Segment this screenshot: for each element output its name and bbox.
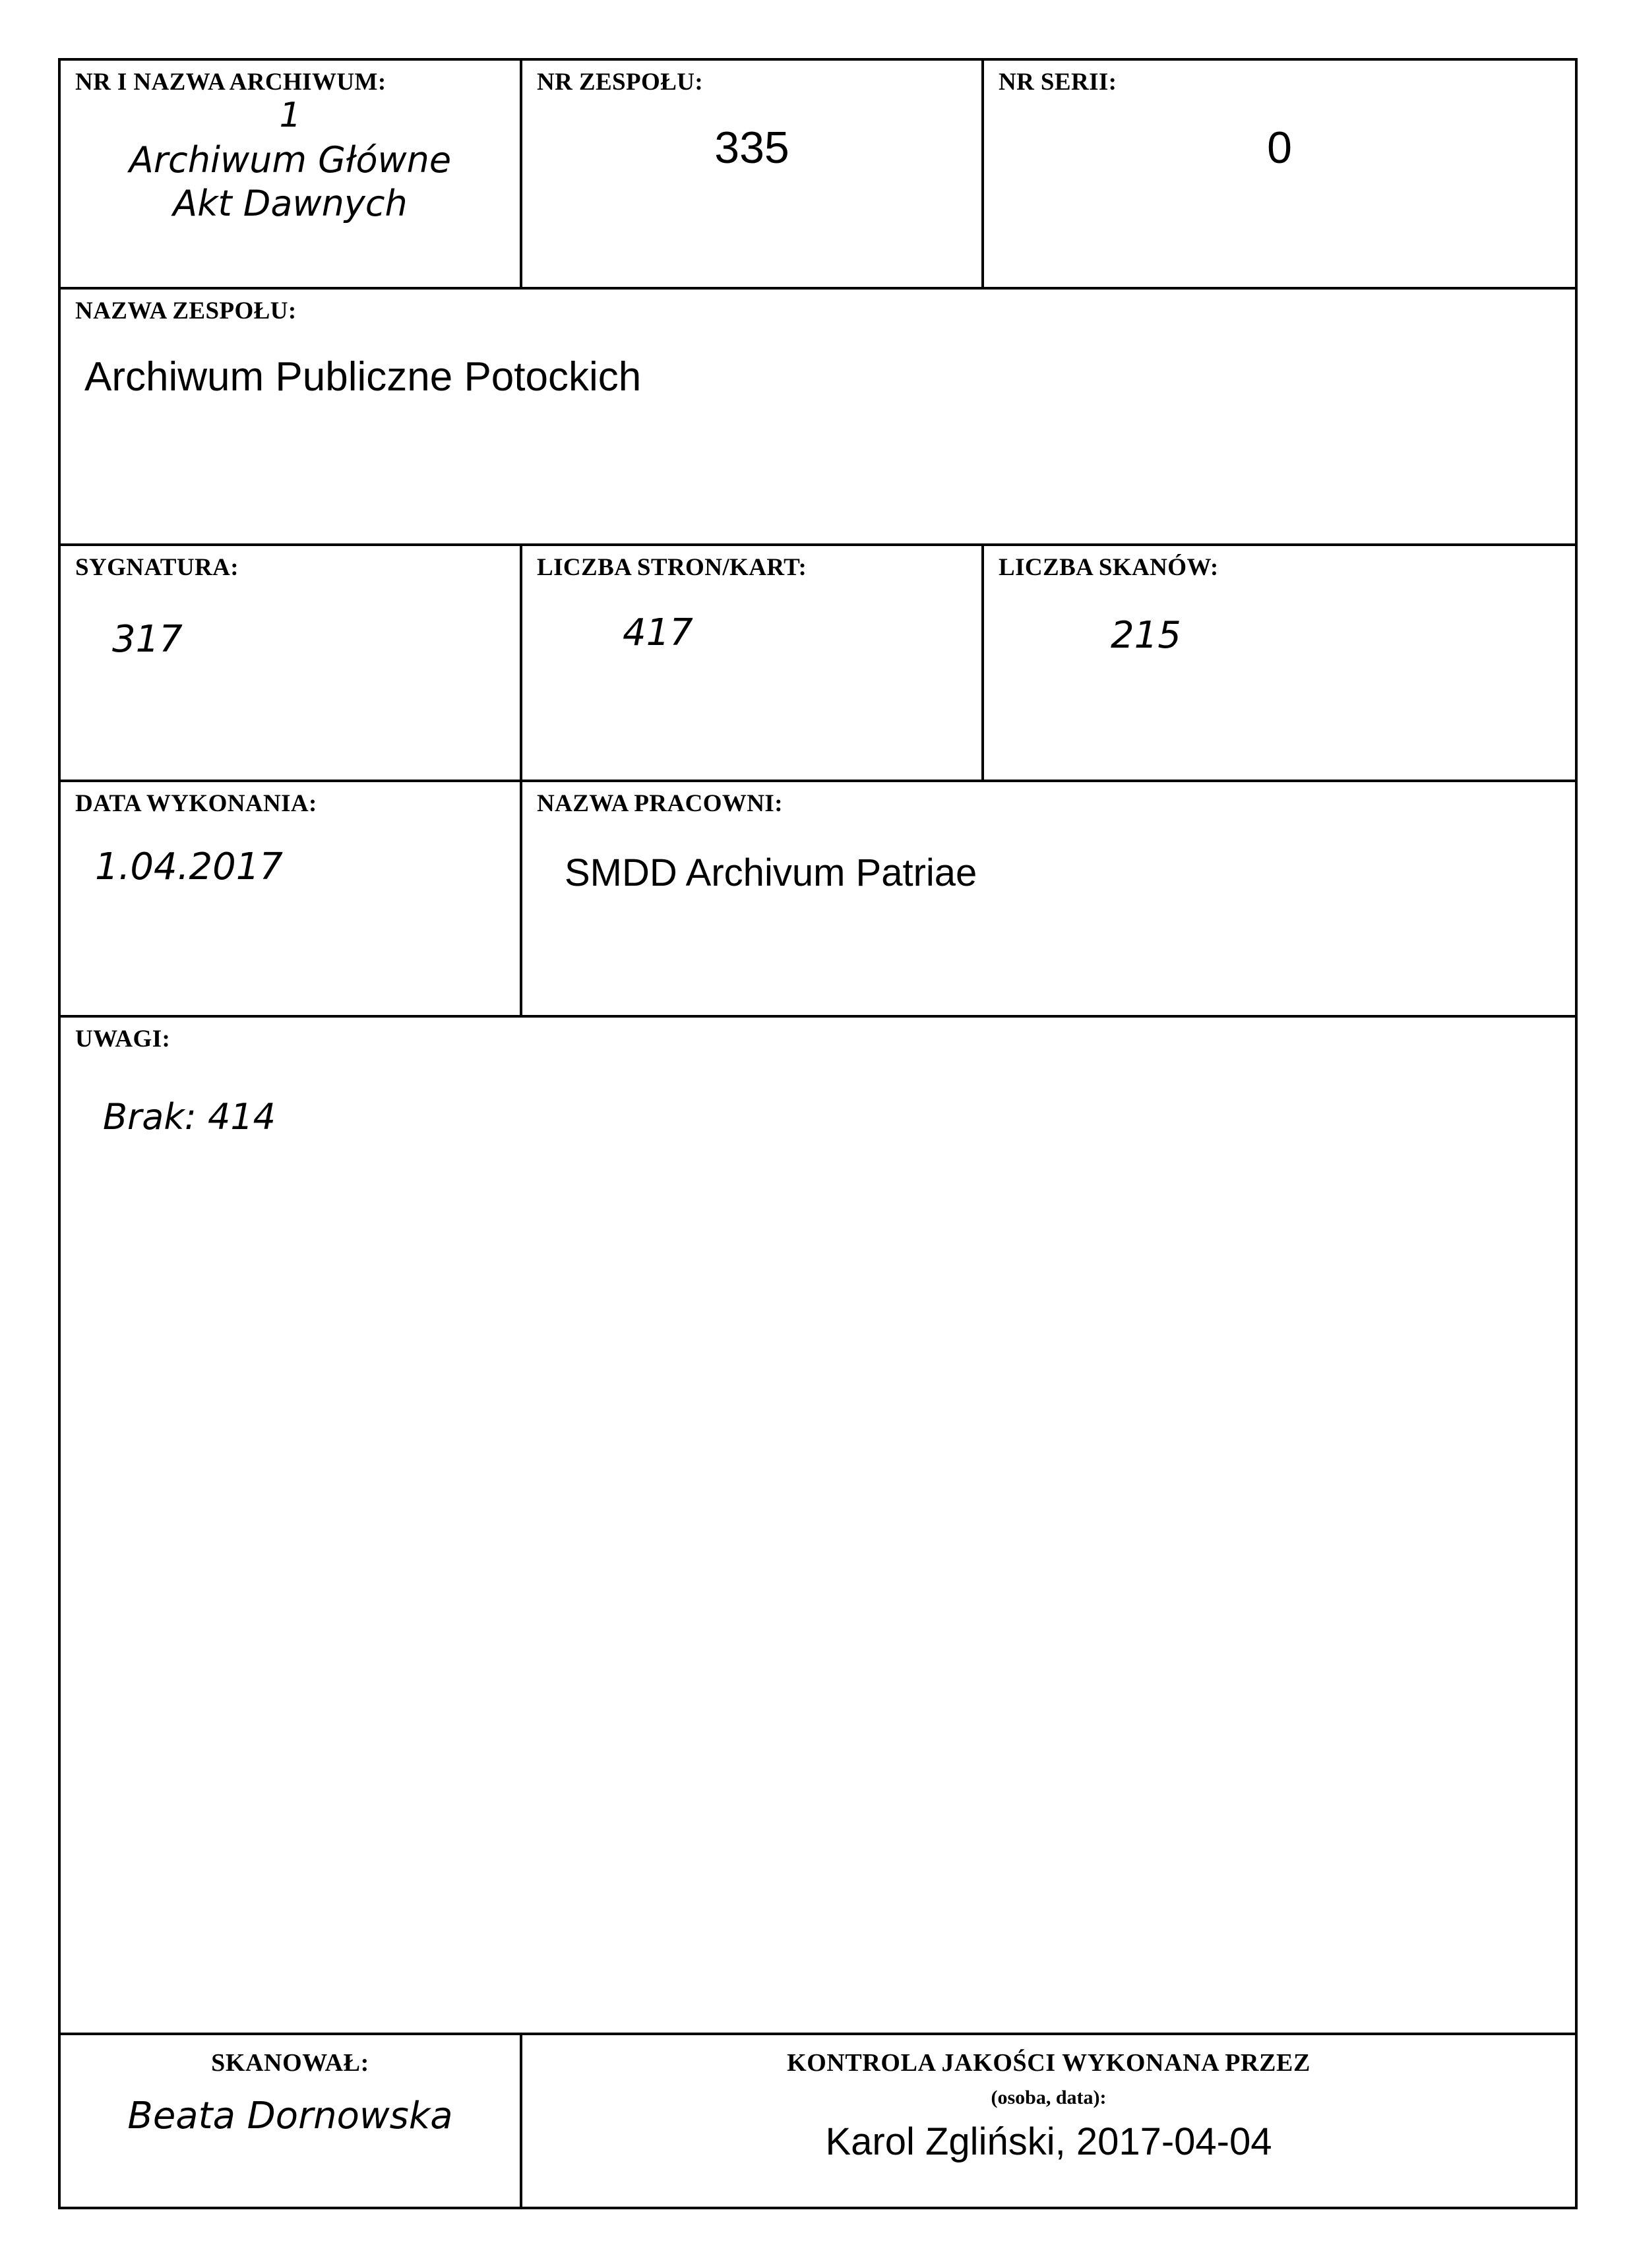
cell-workshop <box>521 781 1576 1017</box>
value-signature: 317 <box>112 617 183 661</box>
value-scanned-by: Beata Dornowska <box>127 2094 453 2137</box>
table-row-fonds-name <box>59 288 1576 545</box>
label-series-number: NR SERII: <box>999 69 1117 96</box>
value-archive-name <box>75 138 505 226</box>
value-archive-number: 1 <box>279 95 301 135</box>
table-row-date-workshop <box>59 781 1576 1017</box>
label-execution-date: DATA WYKONANIA: <box>75 789 317 817</box>
label-fonds-number: NR ZESPOŁU: <box>537 69 704 96</box>
table-row-archive <box>59 59 1576 288</box>
cell-execution-date <box>59 781 521 1017</box>
label-scanned-by: SKANOWAŁ: <box>211 2048 369 2077</box>
label-pages-count: LICZBA STRON/KART: <box>537 554 807 581</box>
value-fonds-name: Archiwum Publiczne Potockich <box>84 354 642 400</box>
cell-pages-count <box>521 545 983 781</box>
value-workshop: SMDD Archivum Patriae <box>565 851 977 895</box>
label-archive: NR I NAZWA ARCHIWUM: <box>75 69 386 96</box>
label-remarks: UWAGI: <box>75 1026 171 1053</box>
value-scans-count: 215 <box>1111 613 1181 657</box>
cell-fonds-name <box>59 288 1576 545</box>
cell-remarks <box>59 1016 1576 2034</box>
archive-name-line-2: Akt Dawnych <box>173 182 408 224</box>
value-remarks: Brak: 414 <box>103 1096 276 1138</box>
label-signature: SYGNATURA: <box>75 554 239 581</box>
label-quality-control-sub: (osoba, data): <box>991 2086 1107 2108</box>
cell-signature <box>59 545 521 781</box>
label-fonds-name: NAZWA ZESPOŁU: <box>75 297 297 325</box>
value-series-number: 0 <box>1267 122 1292 173</box>
table-row-remarks <box>59 1016 1576 2034</box>
cell-archive <box>59 59 521 288</box>
label-scans-count: LICZBA SKANÓW: <box>999 554 1219 581</box>
cell-quality-control <box>521 2034 1576 2208</box>
cell-scanned-by <box>59 2034 521 2208</box>
label-quality-control: KONTROLA JAKOŚCI WYKONANA PRZEZ <box>787 2048 1311 2077</box>
cell-series-number <box>983 59 1576 288</box>
table-row-counts <box>59 545 1576 781</box>
value-quality-control: Karol Zgliński, 2017-04-04 <box>825 2120 1272 2163</box>
table-row-footer <box>59 2034 1576 2208</box>
label-workshop: NAZWA PRACOWNI: <box>537 789 783 817</box>
value-execution-date: 1.04.2017 <box>95 845 284 889</box>
value-pages-count: 417 <box>623 611 693 654</box>
cell-scans-count <box>983 545 1576 781</box>
cell-fonds-number <box>521 59 983 288</box>
value-fonds-number: 335 <box>714 122 789 173</box>
archive-name-line-1: Archiwum Główne <box>129 139 452 181</box>
scan-metadata-form <box>58 58 1578 2209</box>
